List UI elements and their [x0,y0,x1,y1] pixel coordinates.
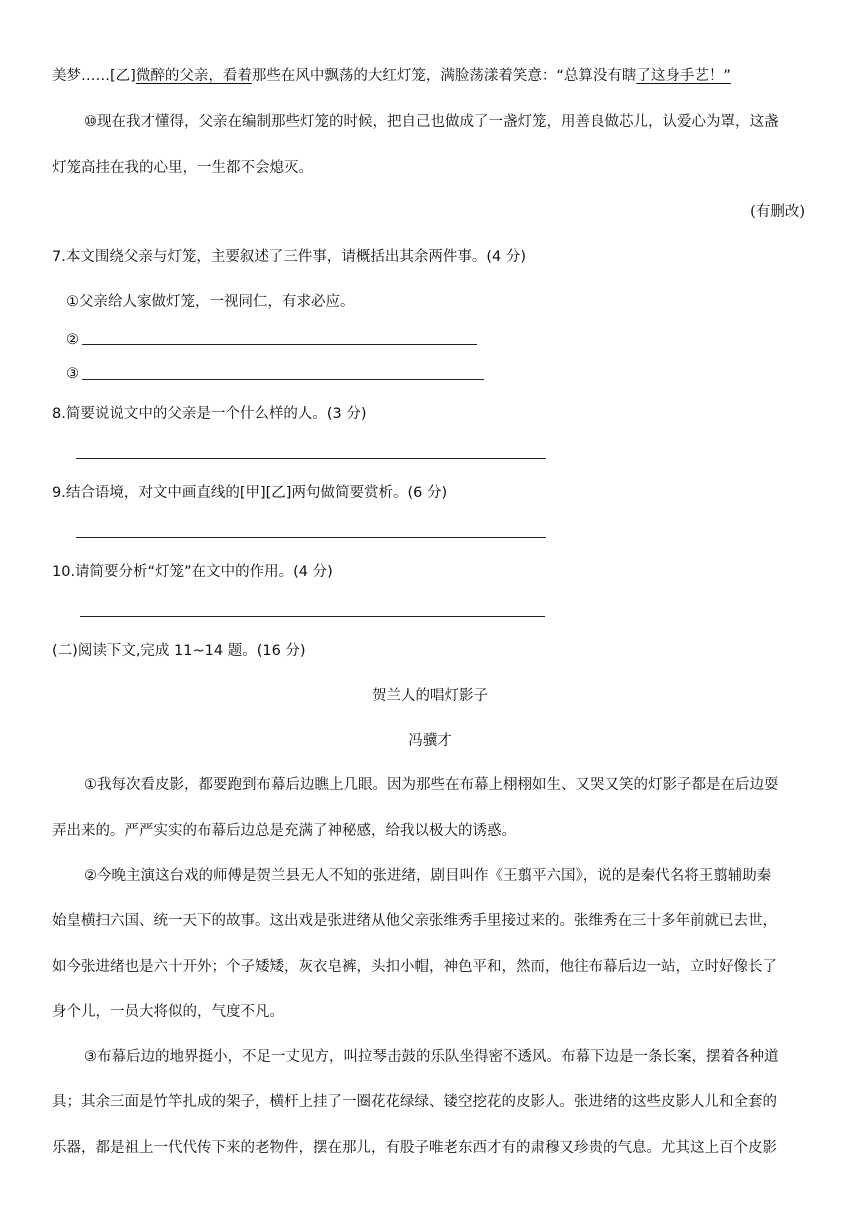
paragraph-2-line2: 始皇横扫六国、统一天下的故事。这出戏是张进绪从他父亲张维秀手里接过来的。张维秀在三十多年前就已去世， [52,913,777,929]
paragraph-3-line2: 具；其余三面是竹竿扎成的架子，横杆上挂了一圈花花绿绿、镂空挖花的皮影人。张进绪的这些皮影人儿和全套的 [52,1094,777,1110]
source-note: (有删改) [750,204,805,220]
paragraph-1-line1: ①我每次看皮影，都要跑到布幕后边瞧上几眼。因为那些在布幕上栩栩如生、又哭又笑的灯影子都是在后边耍 [84,777,779,793]
article-title: 贺兰人的唱灯影子 [372,688,488,704]
passage1-line1 [52,66,731,86]
answer-blank-q9[interactable] [76,537,546,538]
question-7: 7.本文围绕父亲与灯笼，主要叙述了三件事，请概括出其余两件事。(4 分) [52,249,526,265]
section-2-heading: (二)阅读下文,完成 11~14 题。(16 分) [52,643,306,659]
question-7-item-1: ①父亲给人家做灯笼，一视同仁，有求必应。 [66,294,355,310]
question-9: 9.结合语境，对文中画直线的[甲][乙]两句做简要赏析。(6 分) [52,485,448,501]
paragraph-2-line1: ②今晚主演这台戏的师傅是贺兰县无人不知的张进绪，剧目叫作《王翦平六国》，说的是秦代名将王翦辅助秦 [84,868,772,884]
paragraph-3-line1: ③布幕后边的地界挺小，不足一丈见方，叫拉琴击鼓的乐队坐得密不透风。布幕下边是一条长案，摆着各种道 [84,1049,779,1065]
question-7-item-3: ③ [66,366,79,382]
answer-blank-q7-2[interactable] [82,344,477,345]
question-8: 8.简要说说文中的父亲是一个什么样的人。(3 分) [52,406,367,422]
underlined-sentence-yi-part2: 了这身手艺！” [636,68,731,84]
answer-blank-q10[interactable] [80,616,545,617]
paragraph-10-line1: ⑩现在我才懂得，父亲在编制那些灯笼的时候，把自己也做成了一盏灯笼，用善良做芯儿，认爱心为罩，这盏 [84,114,779,130]
paragraph-2-line4: 身个儿，一员大将似的，气度不凡。 [52,1004,284,1020]
paragraph-1-line2: 弄出来的。严严实实的布幕后边总是充满了神秘感，给我以极大的诱惑。 [52,823,516,839]
underlined-sentence-yi-part1: 微醉的父亲，看着 [135,68,252,84]
passage1-line1-start: 美梦……[乙] [52,68,136,84]
paragraph-2-line3: 如今张进绪也是六十开外；个子矮矮，灰衣皂裤，头扣小帽，神色平和，然而，他往布幕后边一站，立时好像长了 [52,959,777,975]
article-author: 冯骥才 [408,733,452,749]
paragraph-3-line3: 乐器，都是祖上一代代传下来的老物件，摆在那儿，有股子唯老东西才有的肃穆又珍贵的气息。尤其这上百个皮影 [52,1140,777,1156]
passage1-line1-middle: 那些在风中飘荡的大红灯笼，满脸荡漾着笑意：“总算没有瞎 [251,68,637,84]
paragraph-10-line2: 灯笼高挂在我的心里，一生都不会熄灭。 [52,160,313,176]
question-7-item-2: ② [66,332,79,348]
answer-blank-q8[interactable] [76,458,546,459]
question-10: 10.请简要分析“灯笼”在文中的作用。(4 分) [52,564,333,580]
answer-blank-q7-3[interactable] [82,379,484,380]
